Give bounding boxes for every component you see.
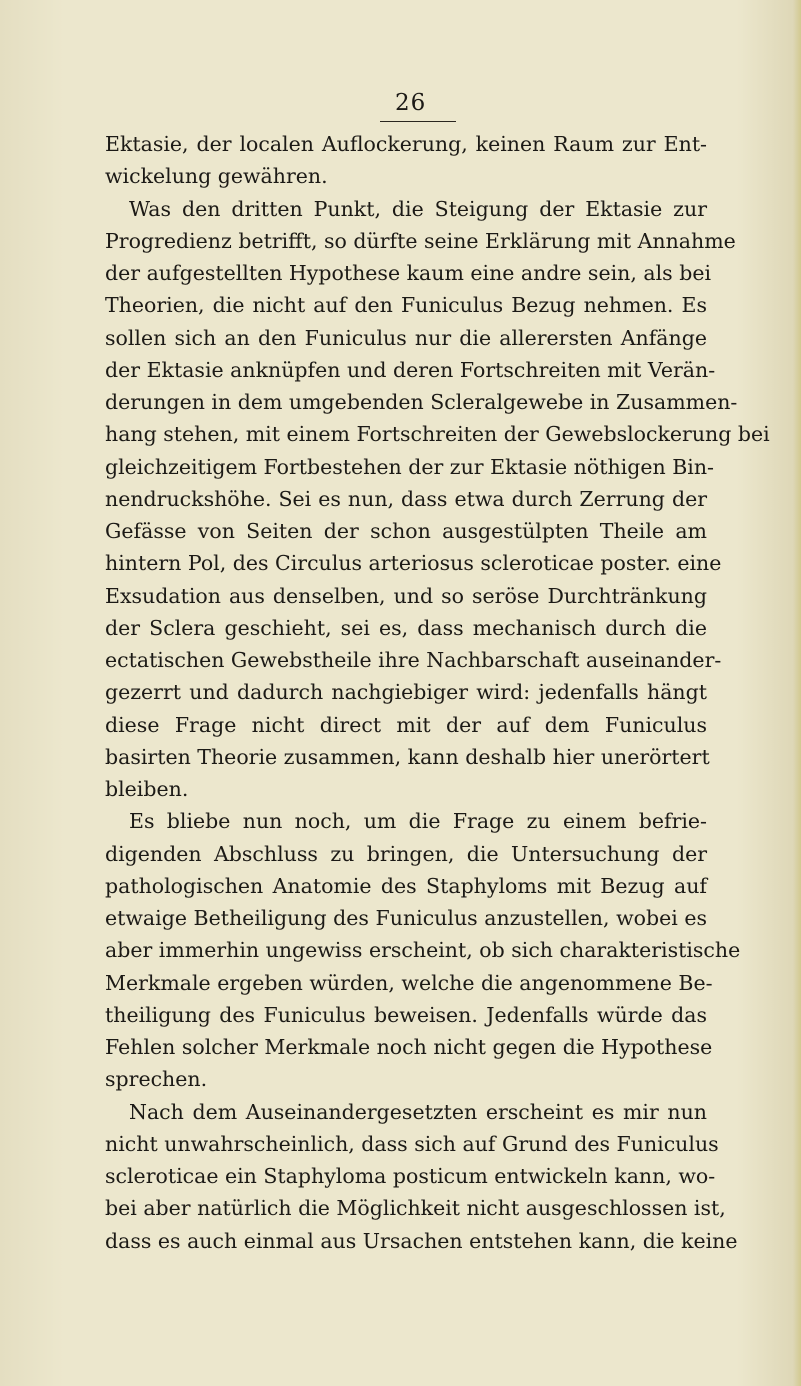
text-line: Es bliebe nun noch, um die Frage zu einem befrie- [129,809,707,834]
page-number: 26 [395,90,427,116]
text-line: bleiben. [105,777,189,801]
text-line: nendruckshöhe. Sei es nun, dass etwa durch Zerrung der [105,486,707,511]
text-line: der Sclera geschieht, sei es, dass mechanisch durch die [105,615,707,640]
text-line: Was den dritten Punkt, die Steigung der Ektasie zur [129,196,707,221]
text-line: aber immerhin ungewiss erscheint, ob sich charakteristische [105,938,741,963]
text-line: sollen sich an den Funiculus nur die allerersten Anfänge [105,325,707,350]
text-line: Merkmale ergeben würden, welche die angenommene Be- [105,970,713,995]
text-line: nicht unwahrscheinlich, dass sich auf Grund des Funiculus [105,1131,719,1156]
text-line: hang stehen, mit einem Fortschreiten der Gewebslockerung bei [105,422,770,447]
text-line: derungen in dem umgebenden Scleralgewebe in Zusammen- [105,390,738,414]
text-line: ectatischen Gewebstheile ihre Nachbarschaft auseinander- [105,648,722,672]
text-line: wickelung gewähren. [105,164,328,189]
text-line: sprechen. [105,1067,208,1092]
text-line: Fehlen solcher Merkmale noch nicht gegen die Hypothese [105,1035,713,1059]
text-line: basirten Theorie zusammen, kann deshalb hier unerörtert [105,744,710,769]
text-line: etwaige Betheiligung des Funiculus anzustellen, wobei es [105,906,707,930]
text-line: gezerrt und dadurch nachgiebiger wird: jedenfalls hängt [105,680,707,705]
text-line: Ektasie, der localen Auflockerung, keinen Raum zur Ent- [105,132,707,156]
text-line: Nach dem Auseinandergesetzten erscheint es mir nun [129,1099,707,1124]
text-line: bei aber natürlich die Möglichkeit nicht ausgeschlossen ist, [105,1196,726,1221]
text-line: theiligung des Funiculus beweisen. Jedenfalls würde das [105,1002,707,1027]
body-text [105,128,770,1257]
text-line: der aufgestellten Hypothese kaum eine andre sein, als bei [105,261,712,285]
text-line: hintern Pol, des Circulus arteriosus scleroticae poster. eine [105,551,722,576]
text-line: Theorien, die nicht auf den Funiculus Bezug nehmen. Es [105,293,707,318]
text-line: Exsudation aus denselben, und so seröse Durchtränkung [105,583,707,608]
page-number-underline [380,121,456,122]
text-line: pathologischen Anatomie des Staphyloms mit Bezug auf [105,873,707,898]
page-edge-shadow [793,0,801,1386]
text-line: digenden Abschluss zu bringen, die Untersuchung der [105,841,707,866]
text-line: gleichzeitigem Fortbestehen der zur Ektasie nöthigen Bin- [105,454,714,479]
text-line: diese Frage nicht direct mit der auf dem Funiculus [105,712,707,737]
text-line: scleroticae ein Staphyloma posticum entwickeln kann, wo- [105,1164,716,1188]
text-line: dass es auch einmal aus Ursachen entstehen kann, die keine [105,1228,738,1253]
text-line: der Ektasie anknüpfen und deren Fortschreiten mit Verän- [105,357,716,382]
text-line: Gefässe von Seiten der schon ausgestülpten Theile am [105,519,707,543]
text-line: Progredienz betrifft, so dürfte seine Erklärung mit Annahme [105,228,736,253]
